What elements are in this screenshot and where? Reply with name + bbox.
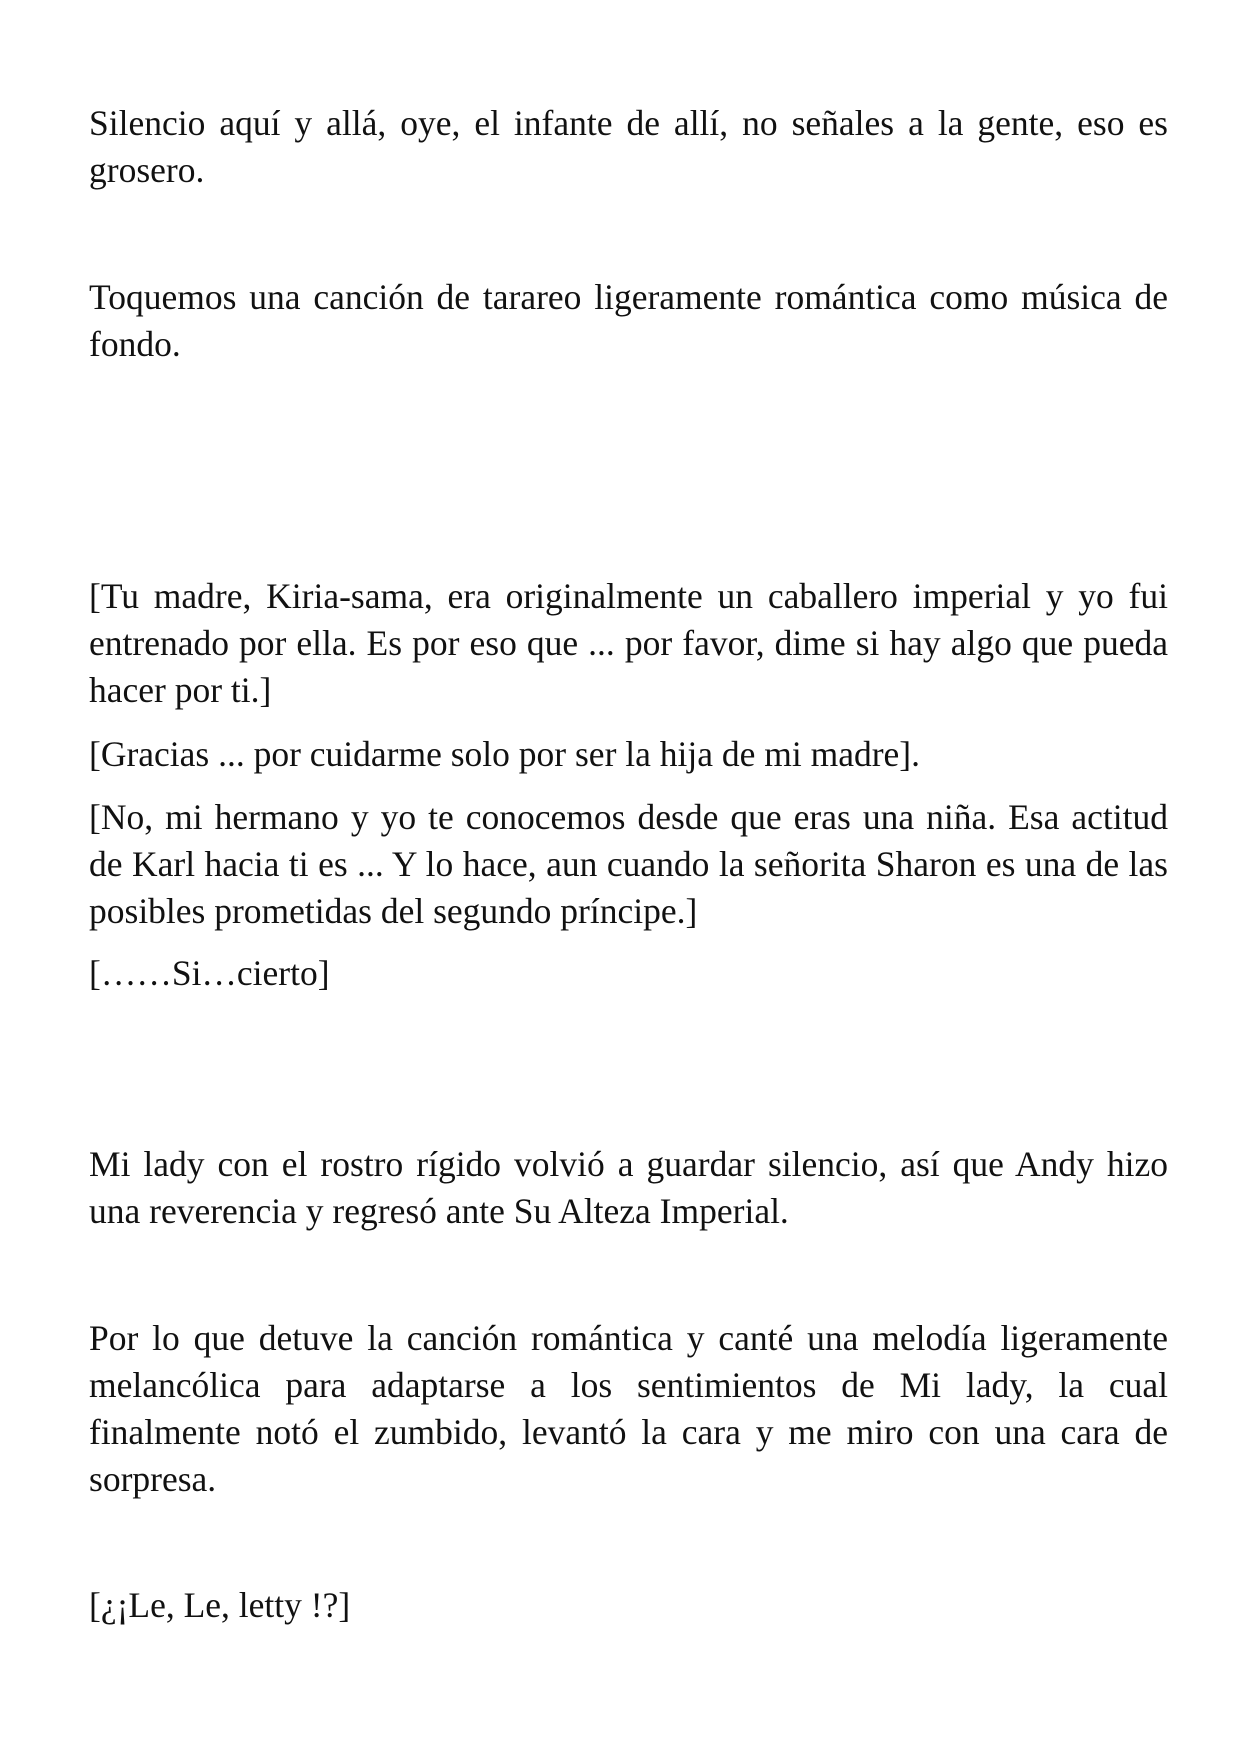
- paragraph-7: Mi lady con el rostro rígido volvió a guardar silencio, así que Andy hizo una reverencia y regresó ante Su Alteza Imperial.: [89, 1144, 1168, 1231]
- paragraph-9: [¿¡Le, Le, letty !?]: [89, 1585, 351, 1625]
- paragraph-2: Toquemos una canción de tarareo ligeramente romántica como música de fondo.: [89, 277, 1168, 364]
- paragraph-3: [Tu madre, Kiria-sama, era originalmente un caballero imperial y yo fui entrenado por ella. Es por eso que ... por favor, dime si hay algo que pueda hacer por ti.]: [89, 576, 1168, 710]
- paragraph-4: [Gracias ... por cuidarme solo por ser la hija de mi madre].: [89, 734, 920, 774]
- paragraph-5: [No, mi hermano y yo te conocemos desde que eras una niña. Esa actitud de Karl hacia ti es ... Y lo hace, aun cuando la señorita Sharon es una de las posibles prometidas del segundo príncipe.]: [89, 797, 1168, 931]
- paragraph-6: [……Si…cierto]: [89, 953, 330, 993]
- paragraph-1: Silencio aquí y allá, oye, el infante de allí, no señales a la gente, eso es grosero.: [89, 103, 1168, 190]
- paragraph-8: Por lo que detuve la canción romántica y canté una melodía ligeramente melancólica para adaptarse a los sentimientos de Mi lady, la cual finalmente notó el zumbido, levantó la cara y me miro con una cara de sorpresa.: [89, 1318, 1168, 1499]
